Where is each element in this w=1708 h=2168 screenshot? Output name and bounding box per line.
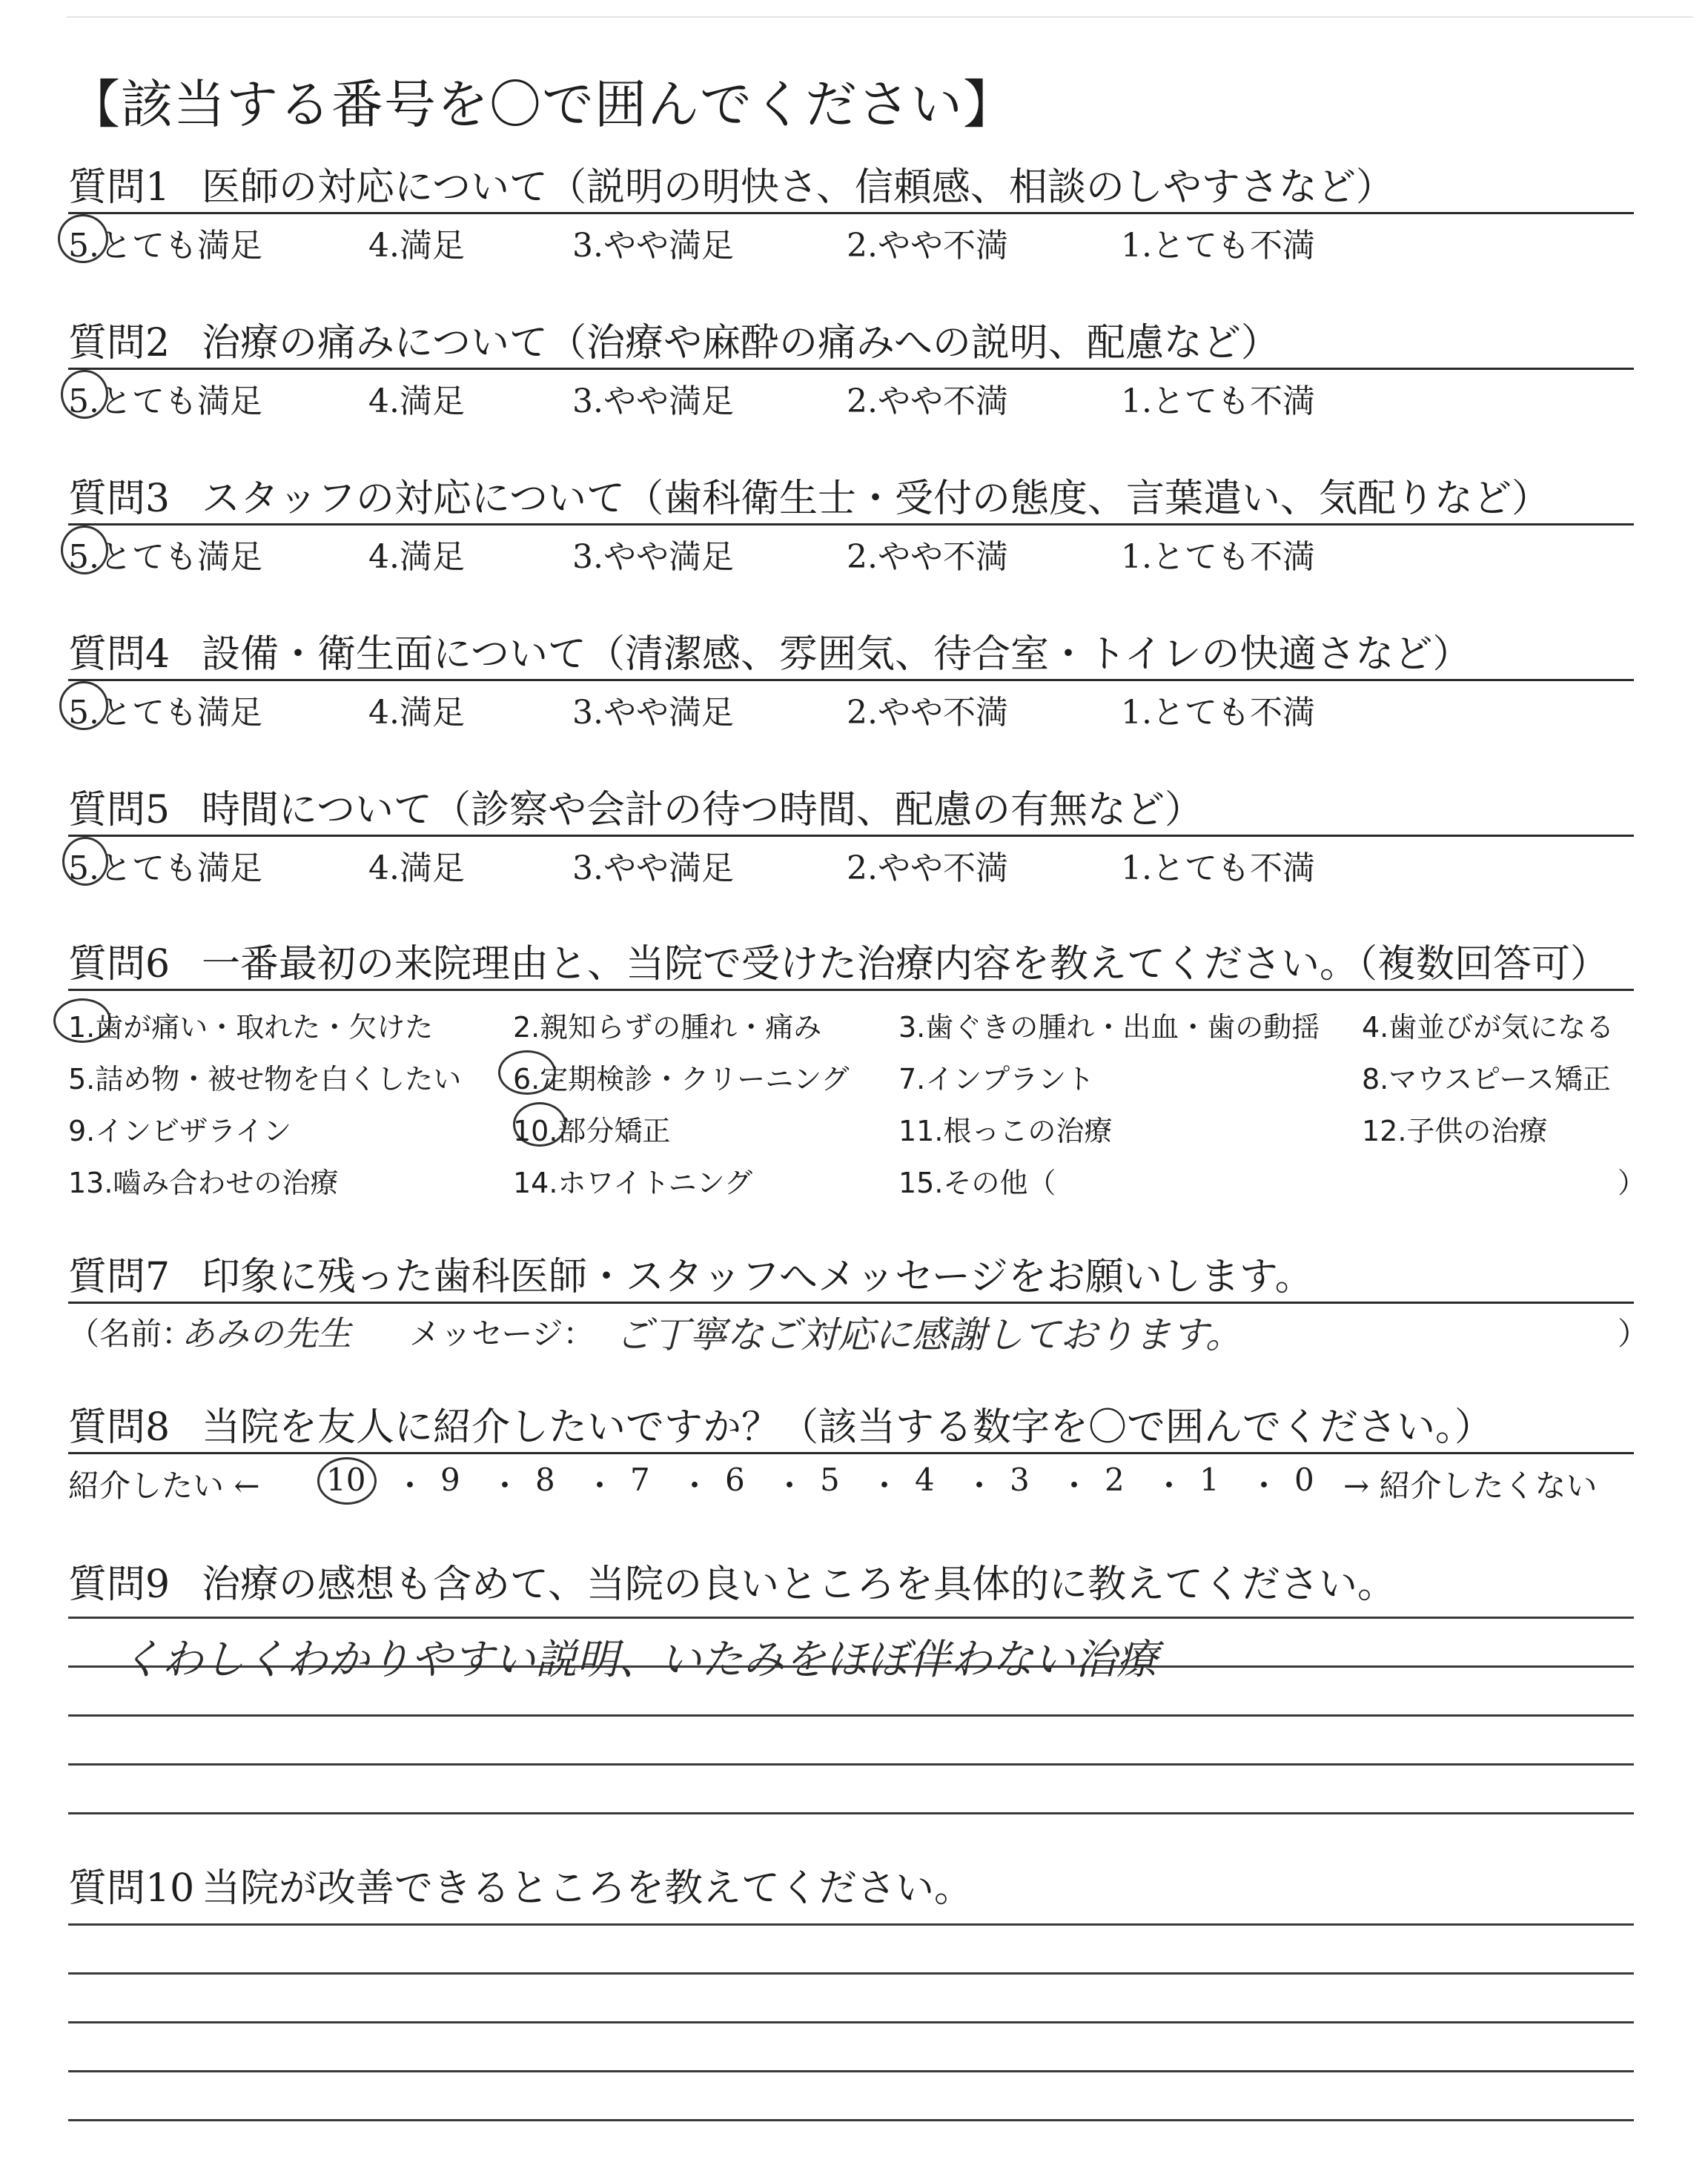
scale-dot: ・ xyxy=(869,1468,901,1504)
answer-line xyxy=(68,2021,1634,2070)
answer-line xyxy=(68,2119,1634,2168)
rating-option[interactable]: 4.満足 xyxy=(368,538,465,576)
reason-option[interactable]: 1.歯が痛い・取れた・欠けた xyxy=(68,1011,434,1044)
scale-value[interactable]: 9 xyxy=(440,1462,460,1498)
answer-line xyxy=(68,1714,1634,1763)
answer-line xyxy=(68,2070,1634,2119)
rating-option[interactable]: 1.とても不満 xyxy=(1121,694,1315,732)
scale-dot: ・ xyxy=(1059,1468,1090,1504)
reason-option[interactable]: 2.親知らずの腫れ・痛み xyxy=(513,1011,822,1044)
question-text: スタッフの対応について（歯科衛生士・受付の態度、言葉遣い、気配りなど） xyxy=(202,477,1550,521)
question-4 xyxy=(68,630,1634,732)
message-row xyxy=(68,1304,1649,1356)
question-5 xyxy=(68,786,1634,887)
answer-lines xyxy=(68,1923,1634,2168)
question-text: 治療の感想も含めて、当院の良いところを具体的に教えてください。 xyxy=(202,1562,1396,1607)
question-number: 質問3 xyxy=(68,477,171,521)
message-text[interactable]: ご丁寧なご対応に感謝しております。 xyxy=(615,1313,1242,1356)
name-label: （名前： xyxy=(68,1316,193,1352)
rating-option[interactable]: 5.とても満足 xyxy=(68,227,262,265)
reason-option[interactable]: 9.インビザライン xyxy=(68,1115,292,1147)
rating-options xyxy=(68,837,1634,887)
question-number: 質問4 xyxy=(68,632,171,677)
staff-name[interactable]: あみの先生 xyxy=(181,1313,351,1353)
question-number: 質問6 xyxy=(68,942,171,987)
top-border xyxy=(67,16,1693,18)
question-number: 質問5 xyxy=(68,788,171,832)
reason-option[interactable]: 14.ホワイトニング xyxy=(513,1167,753,1199)
question-text: 当院が改善できるところを教えてください。 xyxy=(202,1866,973,1911)
scale-value[interactable]: 3 xyxy=(1010,1462,1030,1498)
question-text: 医師の対応について（説明の明快さ、信頼感、相談のしやすさなど） xyxy=(202,165,1394,210)
form-header: 【該当する番号を〇で囲んでください】 xyxy=(68,74,1016,135)
answer-line xyxy=(68,1763,1634,1812)
reason-option[interactable]: 4.歯並びが気になる xyxy=(1362,1011,1615,1044)
rating-option[interactable]: 3.やや満足 xyxy=(572,849,734,887)
question-text: 時間について（診察や会計の待つ時間、配慮の有無など） xyxy=(202,788,1203,832)
question-9 xyxy=(68,1560,1634,1861)
scale-dot: ・ xyxy=(964,1468,996,1504)
scale-value[interactable]: 8 xyxy=(535,1462,555,1498)
scale-dot: ・ xyxy=(394,1468,426,1504)
reason-options xyxy=(68,991,1646,1206)
message-close-paren: ） xyxy=(1618,1316,1649,1352)
rating-option[interactable]: 2.やや不満 xyxy=(847,538,1008,576)
reason-option[interactable]: 10.部分矯正 xyxy=(513,1115,671,1147)
rating-option[interactable]: 4.満足 xyxy=(368,227,465,265)
question-text: 当院を友人に紹介したいですか？（該当する数字を〇で囲んでください。） xyxy=(202,1405,1494,1450)
question-text: 一番最初の来院理由と、当院で受けた治療内容を教えてください。（複数回答可） xyxy=(202,942,1609,987)
scale-dot: ・ xyxy=(1153,1468,1185,1504)
message-label: メッセージ： xyxy=(409,1316,595,1352)
scale-dot: ・ xyxy=(489,1468,521,1504)
question-1 xyxy=(68,163,1634,265)
scale-value[interactable]: 0 xyxy=(1294,1462,1314,1498)
reason-option-other[interactable]: 15.その他（ xyxy=(898,1167,1056,1199)
rating-option[interactable]: 4.満足 xyxy=(368,694,465,732)
question-text: 治療の痛みについて（治療や麻酔の痛みへの説明、配慮など） xyxy=(202,321,1280,365)
recommend-scale xyxy=(68,1454,1634,1503)
question-text: 印象に残った歯科医師・スタッフへメッセージをお願いします。 xyxy=(202,1255,1314,1299)
other-close-paren: ） xyxy=(1618,1167,1646,1199)
rating-option[interactable]: 1.とても不満 xyxy=(1121,382,1315,420)
rating-option[interactable]: 2.やや不満 xyxy=(847,382,1008,420)
reason-option[interactable]: 8.マウスピース矯正 xyxy=(1362,1063,1611,1095)
rating-option[interactable]: 4.満足 xyxy=(368,382,465,420)
scale-dot: ・ xyxy=(774,1468,806,1504)
question-number: 質問8 xyxy=(68,1405,171,1450)
rating-option[interactable]: 1.とても不満 xyxy=(1121,849,1315,887)
rating-option[interactable]: 5.とても満足 xyxy=(68,382,262,420)
rating-option[interactable]: 3.やや満足 xyxy=(572,382,734,420)
rating-option[interactable]: 4.満足 xyxy=(368,849,465,887)
reason-option[interactable]: 5.詰め物・被せ物を白くしたい xyxy=(68,1063,462,1095)
rating-option[interactable]: 2.やや不満 xyxy=(847,694,1008,732)
answer-line xyxy=(68,1923,1634,1972)
question-7 xyxy=(68,1253,1649,1356)
scale-value[interactable]: 1 xyxy=(1199,1462,1219,1498)
scale-value[interactable]: 2 xyxy=(1105,1462,1125,1498)
rating-options xyxy=(68,214,1634,265)
question-number: 質問2 xyxy=(68,321,171,365)
rating-option[interactable]: 1.とても不満 xyxy=(1121,538,1315,576)
scale-value[interactable]: 10 xyxy=(326,1462,366,1498)
rating-option[interactable]: 3.やや満足 xyxy=(572,694,734,732)
rating-option[interactable]: 5.とても満足 xyxy=(68,538,262,576)
question-text: 設備・衛生面について（清潔感、雰囲気、待合室・トイレの快適さなど） xyxy=(202,632,1472,677)
scale-dot: ・ xyxy=(584,1468,616,1504)
rating-options xyxy=(68,681,1634,732)
question-number: 質問7 xyxy=(68,1255,171,1299)
question-number: 質問1 xyxy=(68,165,171,210)
scale-value[interactable]: 5 xyxy=(820,1462,840,1498)
reason-option[interactable]: 12.子供の治療 xyxy=(1362,1115,1548,1147)
rating-option[interactable]: 1.とても不満 xyxy=(1121,227,1315,265)
handwritten-answer[interactable]: くわしくわかりやすい説明、いたみをほぼ伴わない治療 xyxy=(120,1636,1158,1684)
scale-value[interactable]: 7 xyxy=(630,1462,650,1498)
rating-option[interactable]: 3.やや満足 xyxy=(572,538,734,576)
question-10 xyxy=(68,1864,1634,2168)
reason-option[interactable]: 11.根っこの治療 xyxy=(898,1115,1113,1147)
question-number: 質問10 xyxy=(68,1866,195,1911)
reason-option[interactable]: 6.定期検診・クリーニング xyxy=(513,1063,850,1095)
rating-option[interactable]: 2.やや不満 xyxy=(847,227,1008,265)
rating-option[interactable]: 2.やや不満 xyxy=(847,849,1008,887)
question-number: 質問9 xyxy=(68,1562,171,1607)
reason-option[interactable]: 7.インプラント xyxy=(898,1063,1095,1095)
scale-left-label: 紹介したい ← xyxy=(68,1468,260,1504)
question-6 xyxy=(68,940,1646,1206)
scale-dot: ・ xyxy=(679,1468,711,1504)
scale-right-label: → 紹介したくない xyxy=(1343,1468,1598,1504)
reason-option[interactable]: 3.歯ぐきの腫れ・出血・歯の動揺 xyxy=(898,1011,1320,1044)
reason-option[interactable]: 13.嚙み合わせの治療 xyxy=(68,1167,339,1199)
rating-option[interactable]: 3.やや満足 xyxy=(572,227,734,265)
question-8 xyxy=(68,1403,1634,1503)
rating-options xyxy=(68,526,1634,576)
rating-option[interactable]: 5.とても満足 xyxy=(68,849,262,887)
rating-option[interactable]: 5.とても満足 xyxy=(68,694,262,732)
answer-line xyxy=(68,1972,1634,2021)
scale-value[interactable]: 6 xyxy=(725,1462,745,1498)
question-3 xyxy=(68,474,1634,576)
answer-line xyxy=(68,1812,1634,1861)
scale-dot: ・ xyxy=(1248,1468,1280,1504)
scale-value[interactable]: 4 xyxy=(915,1462,935,1498)
rating-options xyxy=(68,370,1634,420)
question-2 xyxy=(68,319,1634,420)
